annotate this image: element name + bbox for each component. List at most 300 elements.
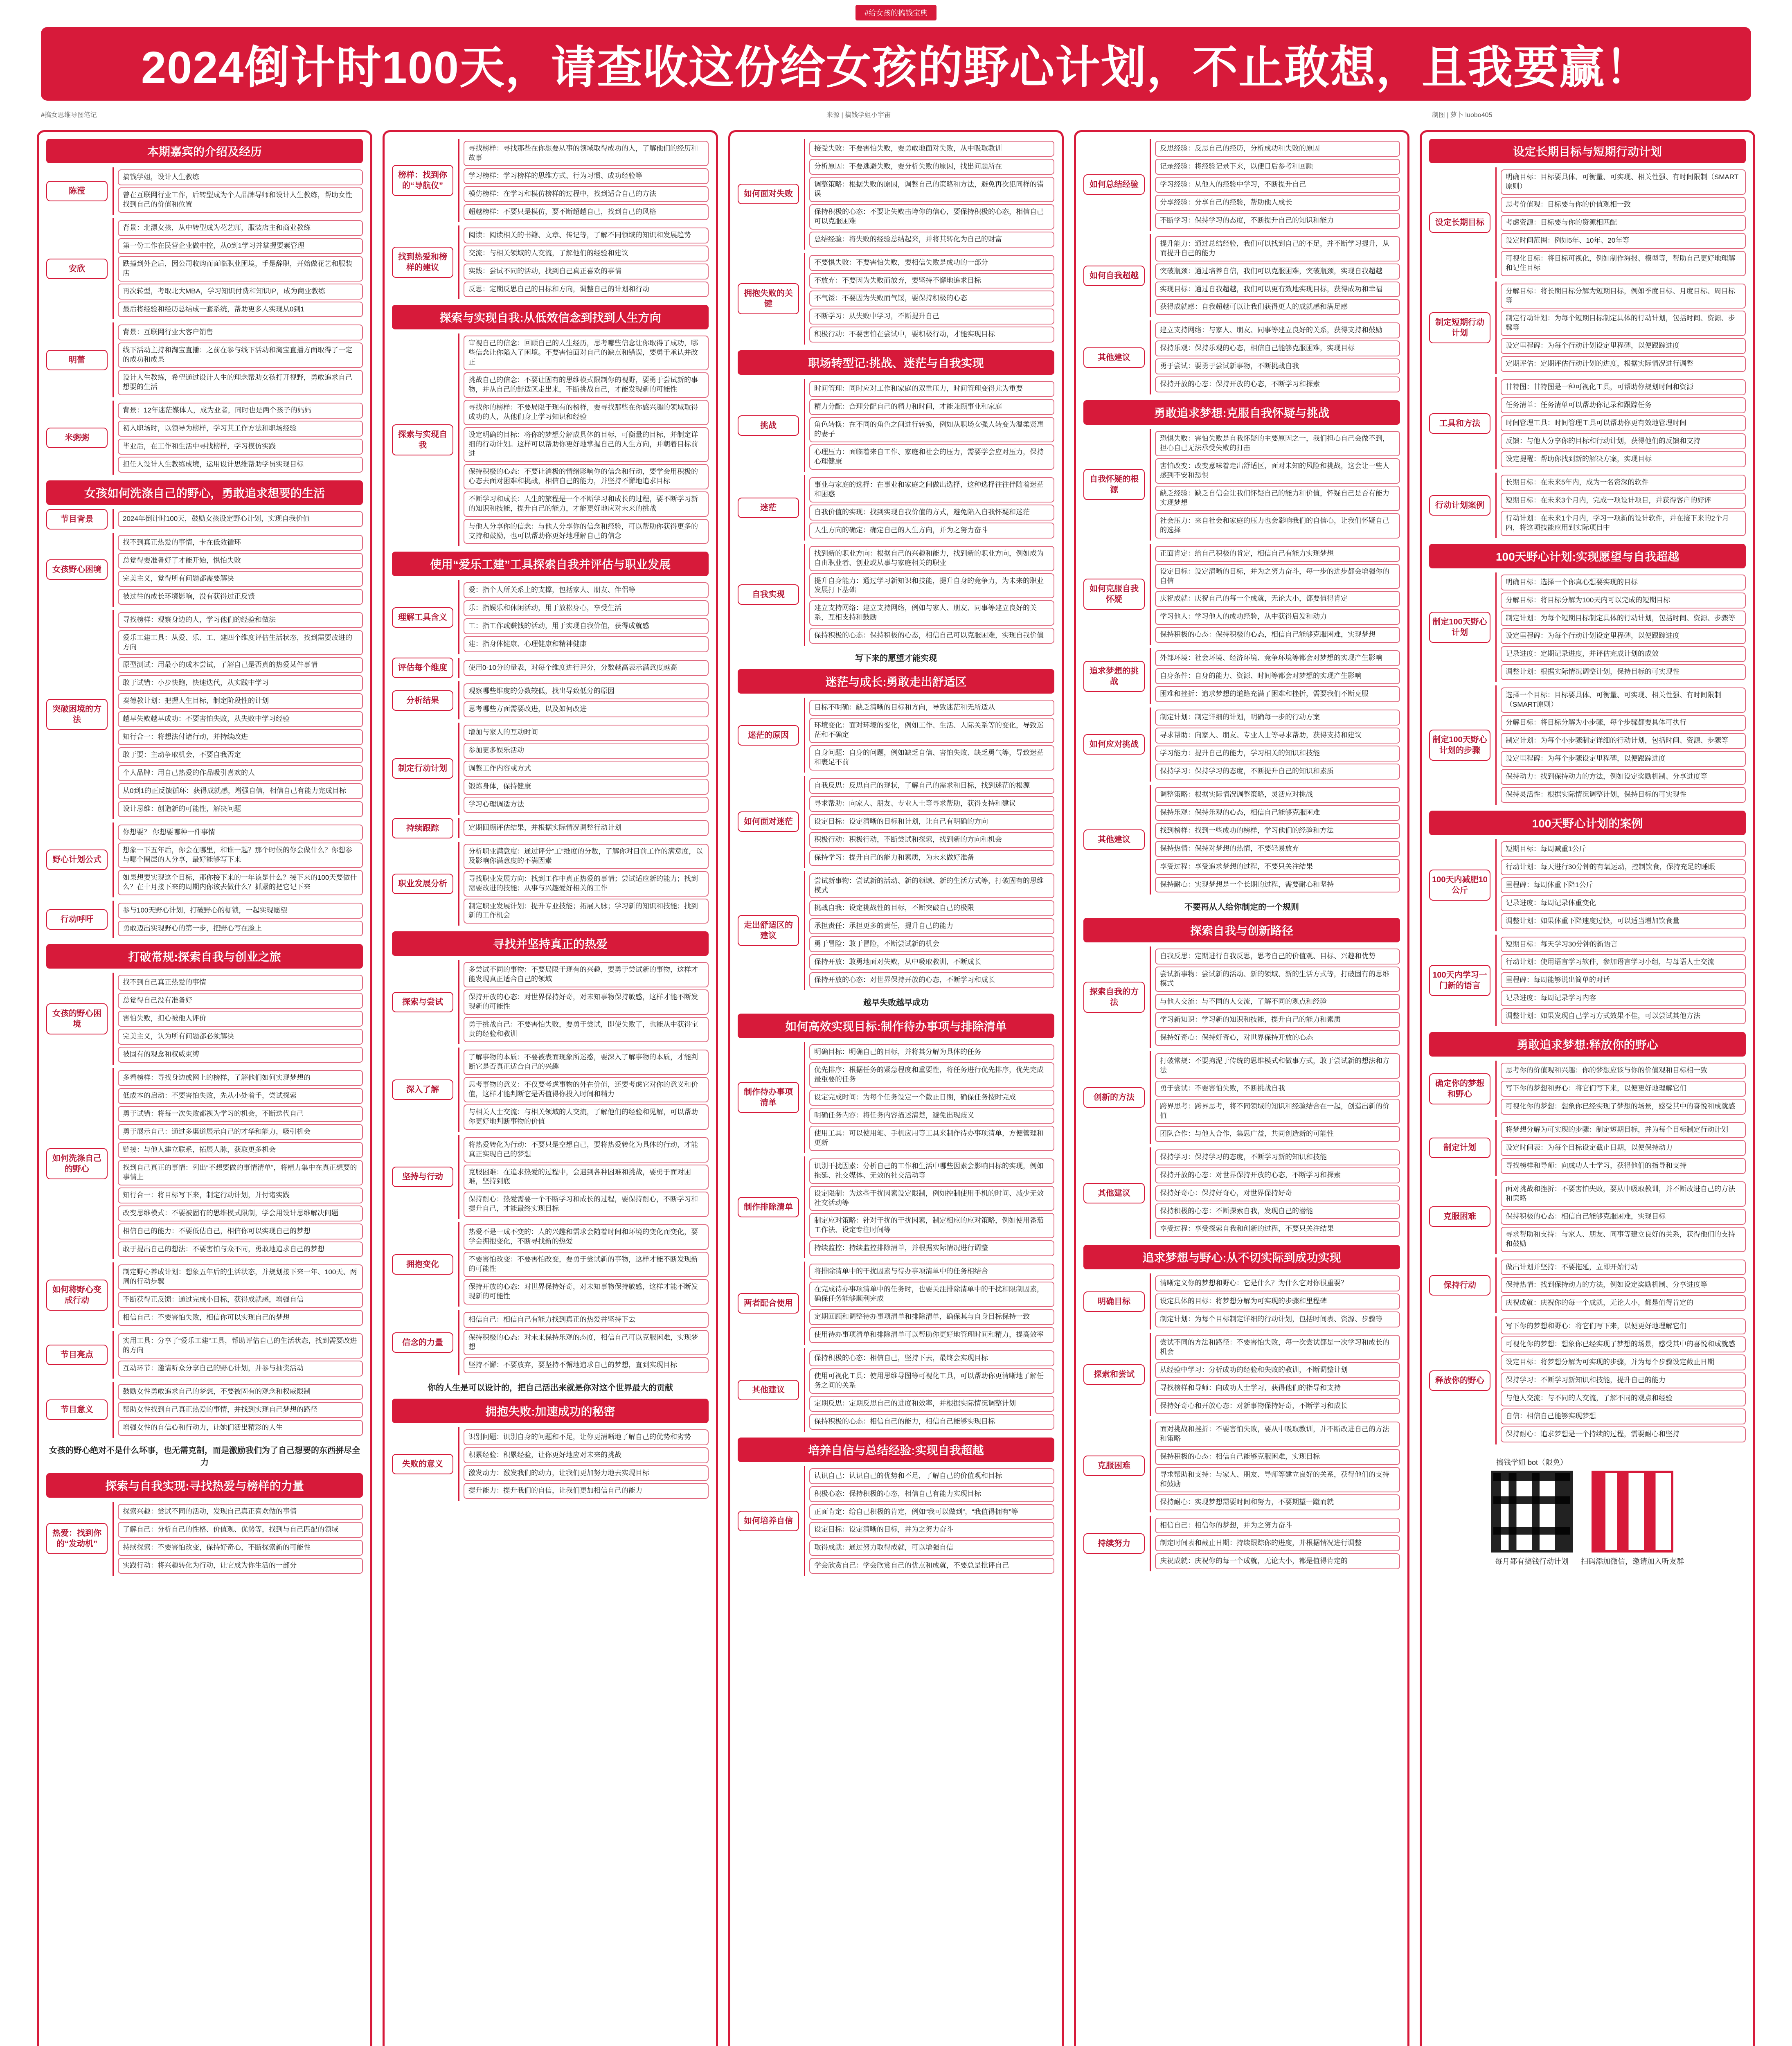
leaf-item: 保持学习：不断学习新知识和技能，提升自己的能力 (1501, 1372, 1746, 1388)
leaf-item: 保持开放的心态：对世界保持开放的心态，不断学习和探索 (1155, 1167, 1400, 1183)
leaf-item: 保持开放的心态：对世界保持开放的心态，不断学习和成长 (809, 972, 1054, 988)
branch-label: 持续跟踪 (392, 818, 453, 838)
leaf-item: 使用可视化工具：使用思维导图等可视化工具，可以帮助你更清晰地了解任务之间的关系 (809, 1368, 1054, 1394)
leaf-item: 团队合作：与他人合作，集思广益，共同创造新的可能性 (1155, 1126, 1400, 1142)
leaf-item: 设定明确的目标：将你的梦想分解成具体的目标，可衡量的目标，并制定详细的行动计划。这样可以帮助你更好地掌握自己的人生方向，并朝着目标前进 (464, 427, 709, 462)
branch-items (804, 1042, 1054, 1153)
branch-label: 探索与实现自我 (392, 424, 453, 455)
branch-items (458, 1048, 709, 1132)
leaf-item: 定期回顾评估结果，并根据实际情况调整行动计划 (464, 820, 709, 836)
leaf-item: 事业与家庭的选择：在事业和家庭之间做出选择，这种选择往往伴随着迷茫和困惑 (809, 477, 1054, 502)
branch-items (1150, 1333, 1400, 1416)
branch-group (46, 1331, 363, 1379)
leaf-item: 敢于试错：小步快跑，快速迭代，从实践中学习 (118, 675, 363, 691)
leaf-item: 思考价值观：目标要与你的价值观相一致 (1501, 197, 1746, 213)
branch-items (113, 401, 363, 475)
leaf-item: 寻求帮助：向家人、朋友、专业人士等寻求帮助，获得支持和建议 (1155, 728, 1400, 744)
section-title: 勇敢追求梦想:克服自我怀疑与挑战 (1083, 400, 1400, 425)
leaf-item: 享受过程：享受探索自我和创新的过程，不要只关注结果 (1155, 1221, 1400, 1237)
leaf-item: 学习他人：学习他人的成功经验，从中获得启发和动力 (1155, 609, 1400, 625)
section-title: 如何高效实现目标:制作待办事项与排除清单 (738, 1014, 1054, 1038)
leaf-item: 设定里程碑：为每个步骤设定里程碑，以便跟踪进度 (1501, 751, 1746, 767)
branch-group (738, 139, 1054, 250)
leaf-item: 明确目标：目标要具体、可衡量、可实现、相关性强、有时间限制（SMART原则） (1501, 169, 1746, 195)
leaf-item: 制定计划：为每个小步骤制定详细的行动计划，包括时间、资源、步骤等 (1501, 733, 1746, 749)
branch-items (458, 333, 709, 546)
leaf-item: 记录进度：每周记录体重变化 (1501, 895, 1746, 911)
leaf-item: 交流：与相关领域的人交流，了解他们的经验和建议 (464, 246, 709, 261)
leaf-item: 背景：12年迷茫媒体人，成为业者，同时也是两个孩子的妈妈 (118, 403, 363, 419)
branch-label: 如何应对挑战 (1083, 734, 1145, 755)
branch-items (1495, 377, 1746, 469)
section-title: 使用“爱乐工建”工具探索自我并评估与职业发展 (392, 552, 709, 576)
branch-group (738, 544, 1054, 646)
leaf-item: 识别问题：识别自身的问题和不足，让你更清晰地了解自己的优势和劣势 (464, 1429, 709, 1445)
branch-group (1429, 935, 1746, 1027)
leaf-item: 寻求帮助和支持：与家人、朋友、同事等建立良好的关系，获得他们的支持和鼓励 (1501, 1227, 1746, 1252)
leaf-item: 保持好奇心和开放心态：对新事物保持好奇，不断学习和成长 (1155, 1398, 1400, 1414)
branch-items (1150, 946, 1400, 1048)
column-4 (1074, 130, 1409, 2046)
leaf-item: 精力分配：合理分配自己的精力和时间，才能兼顾事业和家庭 (809, 399, 1054, 415)
branch-items (804, 475, 1054, 541)
branch-group (738, 475, 1054, 541)
mindmap-section (738, 669, 1054, 990)
leaf-item: 自身条件：自身的能力、资源、时间等都会对梦想的实现产生影响 (1155, 668, 1400, 684)
leaf-item: 制定职业发展计划：提升专业技能；拓展人脉；学习新的知识和技能；找到新的工作机会 (464, 899, 709, 924)
branch-items (1495, 1257, 1746, 1314)
branch-label: 挑战 (738, 415, 799, 436)
branch-items (1495, 839, 1746, 931)
branch-items (113, 167, 363, 215)
section-title: 女孩如何洗涤自己的野心，勇敢追求想要的生活 (46, 480, 363, 505)
leaf-item: 保持积极的心态：保持积极的心态，相信自己能够克服困难，实现梦想 (1155, 627, 1400, 643)
branch-items (804, 1466, 1054, 1576)
leaf-item: 寻求帮助和支持：与家人、朋友、导师等建立良好的关系，获得他们的支持和鼓励 (1155, 1467, 1400, 1492)
branch-group (1083, 1147, 1400, 1239)
branch-items (1150, 1051, 1400, 1144)
leaf-item: 可视化目标：将目标可视化，例如制作海报、模型等，帮助自己更好地理解和记住目标 (1501, 251, 1746, 276)
leaf-item: 庆祝成就：庆祝你的每一个成就，无论大小，都是值得肯定的 (1155, 1553, 1400, 1569)
leaf-item: 背景：北漂女孩，从中转型成为花艺师，服装店主和商业教练 (118, 220, 363, 236)
leaf-item: 保持积极的心态：相信自己能够克服困难，实现目标 (1501, 1209, 1746, 1225)
leaf-item: 短期目标：在未来3个月内，完成一项设计项目，并获得客户的好评 (1501, 493, 1746, 509)
leaf-item: 提升能力：提升我们的自信，让我们更加相信自己的能力 (464, 1483, 709, 1499)
qr-right (1581, 1467, 1684, 1566)
leaf-item: 建：指身体健康、心理健康和精神健康 (464, 636, 709, 652)
leaf-item: 实用工具：分享了“爱乐工建”工具，帮助评估自己的生活状态，找到需要改进的方向 (118, 1333, 363, 1359)
branch-items (458, 960, 709, 1044)
branch-items (1495, 1179, 1746, 1254)
leaf-item: 可视化你的梦想：想象你已经实现了梦想的场景，感受其中的喜悦和成就感 (1501, 1336, 1746, 1352)
leaf-item: 原型测试：用最小的成本尝试，了解自己是否真的热爱某件事情 (118, 657, 363, 673)
leaf-item: 寻找榜样：观察身边的人，学习他们的经验和做法 (118, 612, 363, 628)
branch-items (804, 253, 1054, 345)
branch-label: 如何面对迷茫 (738, 811, 799, 832)
branch-group (1429, 377, 1746, 469)
branch-label: 行动计划案例 (1429, 495, 1490, 516)
branch-label: 克服困难 (1429, 1206, 1490, 1227)
leaf-item: 持续探索：不要害怕改变，保持好奇心，不断探索新的可能性 (118, 1540, 363, 1556)
leaf-item: 目标不明确：缺乏清晰的目标和方向，导致迷茫和无所适从 (809, 700, 1054, 716)
leaf-item: 寻找职业发展方向：找到工作中真正热爱的事情；尝试适应新的能力；找到需要改进的技能；从事与兴趣爱好相关的工作 (464, 871, 709, 897)
leaf-item: 找不到真正热爱的事情，卡在低效循环 (118, 535, 363, 551)
leaf-item: 庆祝成就：庆祝自己的每一个成就，无论大小，都要值得肯定 (1155, 591, 1400, 607)
leaf-item: 调整计划：根据实际情况调整计划，保持目标的可实现性 (1501, 664, 1746, 680)
branch-group (738, 1466, 1054, 1576)
column-5 (1420, 130, 1755, 2046)
branch-group (1083, 1051, 1400, 1144)
qr-left-caption: 每月都有搞钱行动计划 (1495, 1557, 1569, 1566)
branch-items (1495, 1120, 1746, 1176)
branch-items (113, 822, 363, 897)
branch-label: 100天内减肥10公斤 (1429, 870, 1490, 901)
leaf-item: 设定完成时间：为每个任务设定一个截止日期，确保任务按时完成 (809, 1090, 1054, 1106)
leaf-item: 分解目标：将长期目标分解为短期目标，例如季度目标、月度目标、周目标等 (1501, 284, 1746, 309)
branch-label: 坚持与行动 (392, 1167, 453, 1187)
leaf-item: 完美主义，觉得所有问题都需要解决 (118, 571, 363, 587)
branch-label: 制定100天野心计划 (1429, 612, 1490, 643)
leaf-item: 自身问题：自身的问题，例如缺乏自信、害怕失败、缺乏勇气等，导致迷茫和裹足不前 (809, 745, 1054, 771)
mindmap-section (392, 139, 709, 299)
branch-group (1429, 1120, 1746, 1176)
branch-group (1083, 946, 1400, 1048)
leaf-item: 写下你的梦想和野心：将它们写下来，以便更好地理解它们 (1501, 1318, 1746, 1334)
branch-label: 制作待办事项清单 (738, 1082, 799, 1113)
leaf-item: 2024年倒计时100天，鼓励女孩设定野心计划，实现自我价值 (118, 511, 363, 527)
branch-group (738, 1348, 1054, 1432)
leaf-item: 分析原因：不要逃避失败，要分析失败的原因，找出问题所在 (809, 159, 1054, 175)
leaf-item: 奏德教计划：把握人生目标，制定阶段性的计划 (118, 693, 363, 709)
branch-label: 节目亮点 (46, 1345, 108, 1365)
branch-group (392, 960, 709, 1044)
leaf-item: 保持积极的心态：相信自己能够克服困难，实现目标 (1155, 1449, 1400, 1465)
leaf-item: 制定时间表和截止日期：持续跟踪你的进度，并根据情况进行调整 (1155, 1535, 1400, 1551)
branch-group (738, 1156, 1054, 1259)
leaf-item: 实践：尝试不同的活动，找到自己真正喜欢的事情 (464, 264, 709, 279)
branch-items (1150, 1273, 1400, 1329)
leaf-item: 使用0-10分的量表，对每个维度进行评分，分数越高表示满意度越高 (464, 660, 709, 676)
branch-items (1150, 648, 1400, 704)
branch-group (46, 401, 363, 475)
leaf-item: 保持动力：找到保持动力的方法，例如设定奖励机制、分享进度等 (1501, 769, 1746, 785)
branch-group (1429, 685, 1746, 805)
leaf-item: 保持开放：敢勇地面对失败，从中吸取教训，不断成长 (809, 954, 1054, 970)
leaf-item: 相信自己：相信你的梦想，并为之努力奋斗 (1155, 1518, 1400, 1534)
leaf-item: 环境变化：面对环境的变化，例如工作、生活、人际关系等的变化，导致迷茫和不确定 (809, 718, 1054, 743)
branch-group (738, 1262, 1054, 1345)
leaf-item: 外部环境：社会环境、经济环境、竞争环境等都会对梦想的实现产生影响 (1155, 650, 1400, 666)
branch-items (1150, 708, 1400, 782)
branch-group (738, 1042, 1054, 1153)
branch-group (46, 822, 363, 897)
section-title: 100天野心计划的案例 (1429, 811, 1746, 835)
leaf-item: 寻找榜样和导师：向成功人士学习，获得他们的指导和支持 (1155, 1380, 1400, 1396)
leaf-item: 不放弃：不要因为失败而放弃，要坚持不懈地追求目标 (809, 273, 1054, 289)
branch-items (458, 723, 709, 815)
mindmap-section (738, 350, 1054, 646)
leaf-item: 思考哪些方面需要改进，以及如何改进 (464, 701, 709, 717)
branch-label: 行动呼吁 (46, 909, 108, 930)
branch-label: 失败的意义 (392, 1454, 453, 1474)
branch-label: 分析结果 (392, 690, 453, 711)
mindmap-section (1429, 139, 1746, 538)
leaf-item: 行动计划：在未来1个月内，学习一项新的设计软件，并在接下来的2个月内，将这项技能应用到实际项目中 (1501, 511, 1746, 536)
leaf-item: 保持积极的心态：保持积极的心态，相信自己可以克服困难，实现自我价值 (809, 628, 1054, 644)
leaf-item: 保持学习：提升自己的能力和素质，为未来做好准备 (809, 850, 1054, 866)
branch-label: 安欣 (46, 259, 108, 279)
branch-items (1495, 935, 1746, 1027)
branch-group (738, 871, 1054, 991)
leaf-item: 挑战自我：设定挑战性的目标，不断突破自己的极限 (809, 900, 1054, 916)
branch-label: 拥抱变化 (392, 1254, 453, 1275)
branch-items (458, 1310, 709, 1375)
leaf-item: 低成本的启动：不要害怕失败，先从小处着手，尝试探索 (118, 1088, 363, 1104)
leaf-item: 积极行动：不要害怕在尝试中，要积极行动，才能实现目标 (809, 327, 1054, 343)
qr-code-right[interactable] (1592, 1471, 1673, 1553)
branch-label: 找到热爱和榜样的建议 (392, 247, 453, 278)
branch-group (1083, 785, 1400, 895)
leaf-item: 积极行动：积极行动，不断尝试和探索，找到新的方向和机会 (809, 832, 1054, 848)
leaf-item: 学习经验：从他人的经验中学习，不断提升自己 (1155, 177, 1400, 193)
leaf-item: 打破常规：不要拘泥于传统的思维模式和做事方式，敢于尝试新的想法和方法 (1155, 1053, 1400, 1079)
leaf-item: 面对挑战和挫折：不要害怕失败，要从中吸取教训，并不断改进自己的方法和策略 (1155, 1422, 1400, 1447)
leaf-item: 不要惧失败：不要害怕失败，要相信失败是成功的一部分 (809, 255, 1054, 271)
leaf-item: 总觉得自己没有准备好 (118, 993, 363, 1009)
branch-items (1150, 320, 1400, 394)
leaf-item: 设定时间表：为每个目标设定截止日期，以便保持动力 (1501, 1140, 1746, 1156)
qr-right-caption: 扫码添加微信，邀请加入听友群 (1581, 1557, 1684, 1566)
leaf-item: 明确任务内容：将任务内容描述清楚，避免出现歧义 (809, 1108, 1054, 1124)
mindmap-section (1429, 1032, 1746, 1444)
mindmap-section (392, 552, 709, 926)
branch-label: 如何面对失败 (738, 184, 799, 204)
branch-items (1495, 1316, 1746, 1444)
mindmap-section (46, 139, 363, 475)
branch-label: 追求梦想的挑战 (1083, 661, 1145, 692)
mindmap-section (392, 931, 709, 1375)
leaf-item: 保持积极的心态：不要让消极的情绪影响你的信念和行动，要学会用积极的心态去面对困难和挑战，相信自己的能力，并坚持不懈地追求目标 (464, 464, 709, 489)
leaf-item: 自信：相信自己能够实现梦想 (1501, 1408, 1746, 1424)
branch-label: 释放你的野心 (1429, 1370, 1490, 1391)
branch-label: 信念的力量 (392, 1332, 453, 1353)
leaf-item: 自我反思：反思自己的现状，了解自己的需求和目标，找到迷茫的根源 (809, 778, 1054, 794)
leaf-item: 保持耐心：热爱需要一个不断学习和成长的过程，要保持耐心，不断学习和提升自己，才能最终实现目标 (464, 1192, 709, 1217)
branch-group (46, 167, 363, 215)
leaf-item: 跨界思考：跨界思考，将不同领域的知识和经验结合在一起，创造出新的价值 (1155, 1099, 1400, 1124)
leaf-item: 爱乐工建工具：从爱、乐、工、建四个维度评估生活状态，找到需要改进的方向 (118, 630, 363, 656)
leaf-item: 建立支持网络：与家人、朋友、同事等建立良好的关系，获得支持和鼓励 (1155, 322, 1400, 338)
mindmap-section (46, 480, 363, 939)
branch-items (1150, 1147, 1400, 1239)
leaf-item: 背景：互联网行业大客户销售 (118, 324, 363, 340)
leaf-item: 保持好奇心：保持好奇心，对世界保持好奇 (1155, 1185, 1400, 1201)
leaf-item: 接受失败：不要害怕失败，要勇敢地面对失败，从中吸取教训 (809, 141, 1054, 157)
leaf-item: 使用待办事项清单和排除清单可以帮助你更好地管理时间和精力，提高效率 (809, 1327, 1054, 1343)
leaf-item: 观察哪些维度的分数较低，找出导致低分的原因 (464, 683, 709, 699)
leaf-item: 知行合一：将想法付诸行动，并持续改进 (118, 729, 363, 745)
section-title: 追求梦想与野心:从不切实际到成功实现 (1083, 1245, 1400, 1269)
leaf-item: 将热爱转化为行动：不要只是空想自己，要将热爱转化为具体的行动，才能真正实现自己的梦想 (464, 1137, 709, 1163)
branch-group (46, 322, 363, 397)
section-title: 寻找并坚持真正的热爱 (392, 931, 709, 956)
leaf-item: 超越榜样：不要只是模仿，要不断超越自己，找到自己的风格 (464, 204, 709, 220)
leaf-item: 实现目标：通过自我超越，我们可以更有效地实现目标，获得成功和幸福 (1155, 282, 1400, 297)
leaf-item: 里程碑：每周体重下降1公斤 (1501, 877, 1746, 893)
leaf-item: 找到自己真正的事情：列出“不想要做的事情清单”，将精力集中在真正想要的事情上 (118, 1160, 363, 1185)
leaf-item: 反馈：与他人分享你的目标和行动计划，获得他们的反馈和支持 (1501, 433, 1746, 449)
branch-label: 自我怀疑的根源 (1083, 469, 1145, 500)
leaf-item: 学习心理调适方法 (464, 797, 709, 813)
section-note: 不要再从人给你制定的一个规则 (1184, 903, 1299, 912)
branch-items (113, 973, 363, 1065)
branch-items (113, 509, 363, 529)
branch-group (1083, 544, 1400, 645)
leaf-item: 不气馁：不要因为失败而气馁，要保持积极的心态 (809, 291, 1054, 306)
branch-items (804, 1348, 1054, 1432)
branch-items (458, 580, 709, 654)
branch-group (1429, 1061, 1746, 1117)
branch-label: 迷茫 (738, 498, 799, 518)
leaf-item: 寻找榜样：寻找那些在你想要从事的领域取得成功的人，了解他们的经历和故事 (464, 141, 709, 166)
mindmap-section (392, 305, 709, 546)
section-title: 职场转型记:挑战、迷茫与自我实现 (738, 350, 1054, 375)
leaf-item: 调整计划：如果发现自己学习方式效果不佳，可以尝试其他方法 (1501, 1008, 1746, 1024)
leaf-item: 了解自己：分析自己的性格、价值观、优势等，找到与自己匹配的领域 (118, 1522, 363, 1538)
leaf-item: 保持热情：保持对梦想的热情，不要轻易放弃 (1155, 841, 1400, 857)
leaf-item: 设定目标：设定清晰的目标和计划，让自己有明确的方向 (809, 814, 1054, 830)
branch-group (392, 842, 709, 926)
branch-group (392, 1310, 709, 1375)
mindmap-section (738, 1438, 1054, 1576)
leaf-item: 积极心态：保持积极的心态，相信自己有能力实现目标 (809, 1486, 1054, 1502)
leaf-item: 保持积极的心态：不断探索自我，发现自己的潜能 (1155, 1203, 1400, 1219)
section-title: 拥抱失败:加速成功的秘密 (392, 1399, 709, 1423)
leaf-item: 定期回顾和调整待办事项清单和排除清单，确保其与自身目标保持一致 (809, 1309, 1054, 1325)
branch-items (804, 871, 1054, 991)
leaf-item: 勇于尝试：要勇于尝试新事物，不断挑战自我 (1155, 358, 1400, 374)
mindmap-section (1083, 1245, 1400, 1571)
leaf-item: 敢于提出自己的想法：不要害怕与众不同，勇敢地追求自己的梦想 (118, 1242, 363, 1257)
leaf-item: 制定行动计划：为每个短期目标制定具体的行动计划，包括时间、资源、步骤等 (1501, 311, 1746, 336)
branch-group (46, 1068, 363, 1259)
leaf-item: 链接：与他人建立联系，拓展人脉，获取更多机会 (118, 1142, 363, 1158)
leaf-item: 困难和挫折：追求梦想的道路充满了困难和挫折，需要我们不断克服 (1155, 686, 1400, 702)
leaf-item: 保持开放的心态：保持开放的心态，不断学习和探索 (1155, 376, 1400, 392)
leaf-item: 不断学习：从失败中学习，不断提升自己 (809, 309, 1054, 324)
leaf-item: 保持学习：保持学习的态度，不断提升自己的知识和素质 (1155, 764, 1400, 780)
branch-label: 迷茫的原因 (738, 725, 799, 746)
branch-group (738, 379, 1054, 472)
leaf-item: 任务清单：任务清单可以帮助你记录和跟踪任务 (1501, 397, 1746, 413)
leaf-item: 恐惧失败：害怕失败是自我怀疑的主要原因之一，我们担心自己会做不到，担心自己无法承受失败的打击 (1155, 431, 1400, 456)
leaf-item: 热爱不是一成不变的：人的兴趣和需求会随着时间和环境的变化而变化，要学会拥抱变化，不断寻找新的热爱 (464, 1224, 709, 1250)
leaf-item: 相信自己的能力：不要低估自己，相信你可以实现自己的梦想 (118, 1224, 363, 1239)
leaf-item: 享受过程：享受追求梦想的过程，不要只关注结果 (1155, 859, 1400, 875)
section-note: 越早失败越早成功 (863, 998, 929, 1008)
branch-group (46, 218, 363, 320)
leaf-item: 个人品牌：用自己热爱的作品吸引喜欢的人 (118, 765, 363, 781)
leaf-item: 学会欣赏自己：学会欣赏自己的优点和成就，不要总是批评自己 (809, 1558, 1054, 1574)
section-title: 打破常规:探索自我与创业之旅 (46, 944, 363, 969)
leaf-item: 你想要？ 你想要哪种一件事情 (118, 825, 363, 840)
branch-group (392, 723, 709, 815)
leaf-item: 分享经验：分享自己的经验，帮助他人成长 (1155, 195, 1400, 211)
leaf-item: 缺乏经验：缺乏自信会让我们怀疑自己的能力和价值，怀疑自己是否有能力实现梦想 (1155, 486, 1400, 511)
leaf-item: 可视化你的梦想：想象你已经实现了梦想的场景，感受其中的喜悦和成就感 (1501, 1099, 1746, 1115)
leaf-item: 激发动力：激发我们的动力，让我们更加努力地去实现目标 (464, 1465, 709, 1481)
leaf-item: 工：指工作或赚钱的活动，用于实现自我价值，获得成就感 (464, 618, 709, 634)
leaf-item: 保持积极的心态：对未来保持乐观的态度，相信自己可以克服困难，实现梦想 (464, 1330, 709, 1355)
branch-items (458, 225, 709, 300)
branch-group (1083, 648, 1400, 704)
leaf-item: 保持乐观：保持乐观的心态，相信自己能够克服困难，实现目标 (1155, 340, 1400, 356)
branch-group (46, 533, 363, 607)
section-note: 写下来的愿望才能实现 (855, 654, 937, 663)
qr-code-left[interactable] (1491, 1471, 1573, 1553)
branch-group (1429, 282, 1746, 374)
leaf-item: 人生方向的确定：确定自己的人生方向，并为之努力奋斗 (809, 523, 1054, 539)
leaf-item: 自我价值的实现：找到实现自我价值的方式，避免陷入自我怀疑和迷茫 (809, 505, 1054, 521)
branch-group (1083, 1273, 1400, 1329)
leaf-item: 面对挑战和挫折：不要害怕失败，要从中吸取教训，并不断改进自己的方法和策略 (1501, 1181, 1746, 1207)
mindmap-section (1083, 400, 1400, 895)
section-title: 100天野心计划:实现愿望与自我超越 (1429, 544, 1746, 568)
branch-group (1083, 234, 1400, 318)
leaf-item: 提升自身能力：通过学习新知识和技能，提升自身的竞争力，为未来的职业发展打下基础 (809, 573, 1054, 599)
leaf-item: 将排除清单中的干扰因素与待办事项清单中的任务相结合 (809, 1264, 1054, 1280)
branch-label: 女孩的野心困境 (46, 1003, 108, 1034)
section-title: 设定长期目标与短期行动计划 (1429, 139, 1746, 163)
branch-label: 其他建议 (1083, 1183, 1145, 1203)
branch-items (1150, 1420, 1400, 1512)
section-title: 勇敢追求梦想:释放你的野心 (1429, 1032, 1746, 1057)
leaf-item: 完美主义，认为所有问题都必须解决 (118, 1029, 363, 1045)
leaf-item: 明确目标：明确自己的目标，并将其分解为具体的任务 (809, 1044, 1054, 1060)
leaf-item: 跌撞到外企后，因公司收购而面临职业困境，手是辞职，开始做花艺和服装店 (118, 256, 363, 282)
leaf-item: 建立支持网络：建立支持网络，例如与家人、朋友、同事等建立良好的关系，互相支持和鼓励 (809, 600, 1054, 626)
branch-group (738, 253, 1054, 345)
branch-group (738, 776, 1054, 868)
leaf-item: 积累经验：积累经验，让你更好地应对未来的挑战 (464, 1447, 709, 1463)
leaf-item: 取得成就：通过努力取得成就，可以增强自信 (809, 1540, 1054, 1556)
leaf-item: 第一份工作在民营企业做中控，从0到1学习并掌握要素管理 (118, 238, 363, 254)
leaf-item: 与他人分享你的信念：与他人分享你的信念和经验，可以帮助你获得更多的支持和鼓励，也可以帮助你更好地理解自己的信念 (464, 519, 709, 544)
leaf-item: 多看榜样：寻找身边或网上的榜样，了解他们如何实现梦想的 (118, 1070, 363, 1086)
leaf-item: 线下活动主持和淘宝直播：之前在参与线下活动和淘宝直播方面取得了一定的成功和成果 (118, 343, 363, 368)
leaf-item: 从经验中学习：分析成功的经验和失败的教训，不断调整计划 (1155, 1362, 1400, 1378)
branch-group (46, 509, 363, 530)
leaf-item: 设定目标：设定清晰的目标，并为之努力奋斗，每一步的进步都会增强你的自信 (1155, 564, 1400, 589)
leaf-item: 调整计划：如果体重下降速度过快，可以适当增加饮食量 (1501, 913, 1746, 929)
branch-label: 自我实现 (738, 584, 799, 605)
mindmap-section (1083, 918, 1400, 1239)
column-1 (37, 130, 372, 2046)
branch-items (1495, 685, 1746, 805)
branch-items (113, 1262, 363, 1328)
branch-group (1083, 320, 1400, 394)
branch-label: 明蕾 (46, 350, 108, 370)
branch-items (113, 610, 363, 819)
leaf-item: 制定计划：为每个目标制定详细的行动计划，包括时间表、资源、步骤等 (1155, 1311, 1400, 1327)
branch-items (804, 1262, 1054, 1345)
branch-group (392, 225, 709, 300)
leaf-item: 帮助女性找到自己真正热爱的事情，并找到实现自己梦想的路径 (118, 1402, 363, 1418)
page-title-banner: 2024倒计时100天，请查收这份给女孩的野心计划，不止敢想，且我要赢！ (41, 27, 1751, 101)
leaf-item: 分解目标：将目标分解为100天内可以完成的短期目标 (1501, 593, 1746, 608)
branch-label: 评估每个维度 (392, 658, 453, 678)
branch-label: 拥抱失败的关键 (738, 283, 799, 314)
